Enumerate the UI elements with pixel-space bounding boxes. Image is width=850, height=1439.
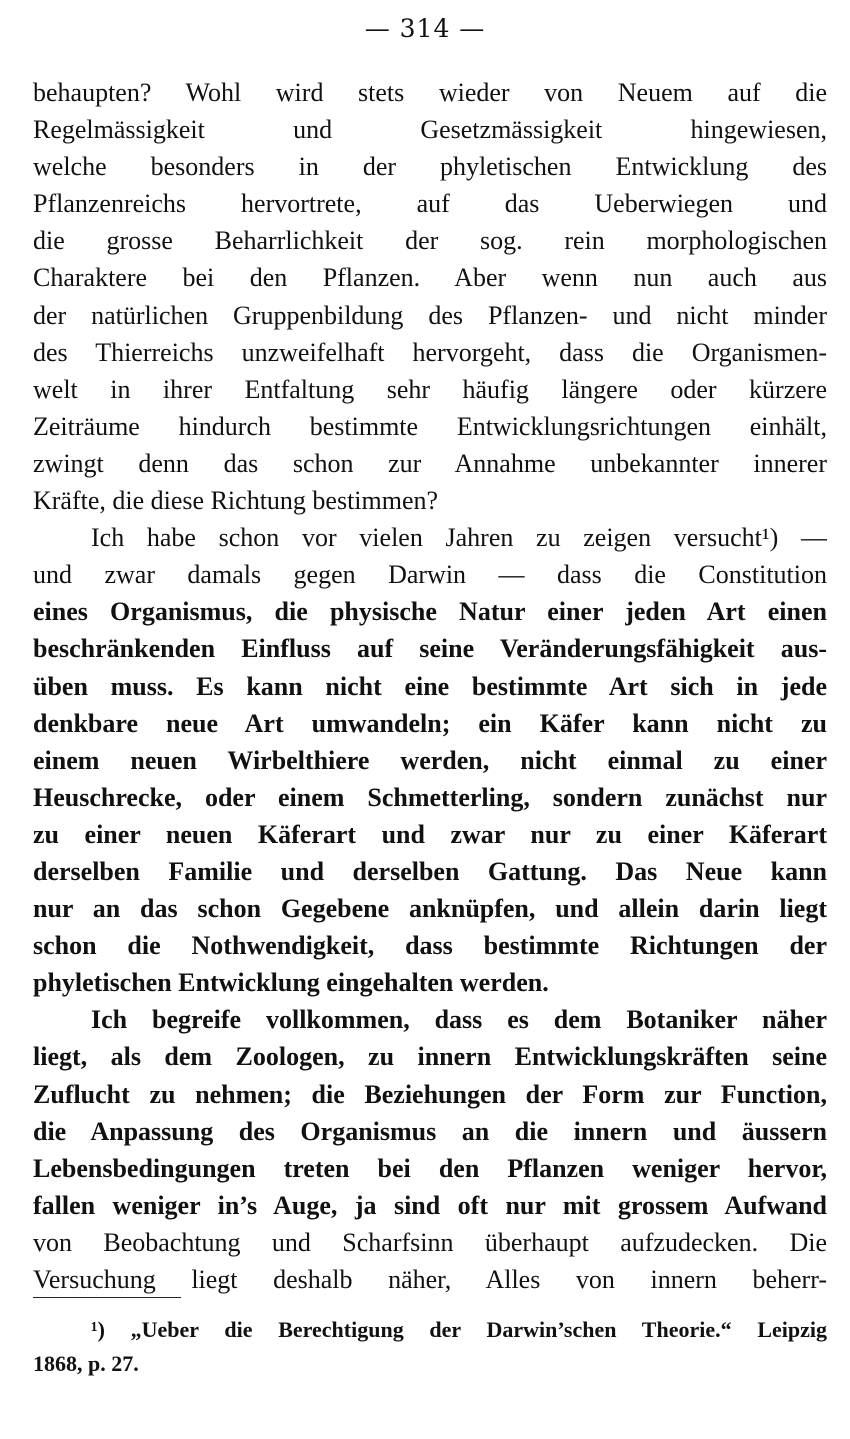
footnote-line: ¹) „Ueber die Berechtigung der Darwin’schen Theorie.“ Leipzig [91,1317,827,1342]
text-line: schon die Nothwendigkeit, dass bestimmte Richtungen der [33,931,827,961]
text-line: die Anpassung des Organismus an die innern und äussern [33,1116,827,1146]
footnote-divider [33,1297,181,1298]
text-line: phyletischen Entwicklung eingehalten werden. [33,968,549,998]
paragraph-start-line: Ich habe schon vor vielen Jahren zu zeigen versucht¹) — [91,523,827,553]
text-line: von Beobachtung und Scharfsinn überhaupt aufzudecken. Die [33,1227,827,1257]
text-line: behaupten? Wohl wird stets wieder von Neuem auf die [33,78,827,107]
text-line: derselben Familie und derselben Gattung. Das Neue kann [33,856,827,886]
text-line: fallen weniger in’s Auge, ja sind oft nur mit grossem Aufwand [33,1190,827,1220]
page-number: — 314 — [364,14,486,43]
text-line: zu einer neuen Käferart und zwar nur zu einer Käferart [33,819,827,849]
text-line: des Thierreichs unzweifelhaft hervorgeht, dass die Organismen- [33,337,827,367]
text-line: denkbare neue Art umwandeln; ein Käfer kann nicht zu [33,708,827,738]
text-line: Regelmässigkeit und Gesetzmässigkeit hingewiesen, [33,115,827,145]
text-line: einem neuen Wirbelthiere werden, nicht einmal zu einer [33,745,827,775]
footnote-line: 1868, p. 27. [33,1351,139,1376]
text-line: Pflanzenreichs hervortrete, auf das Ueberwiegen und [33,189,827,219]
text-line: Kräfte, die diese Richtung bestimmen? [33,486,439,516]
text-line: nur an das schon Gegebene anknüpfen, und allein darin liegt [33,894,827,924]
text-line: Zeiträume hindurch bestimmte Entwicklungsrichtungen einhält, [33,411,827,441]
text-line: Charaktere bei den Pflanzen. Aber wenn nun auch aus [33,263,827,293]
text-line: beschränkenden Einfluss auf seine Veränderungsfähigkeit aus- [33,634,827,664]
text-line: der natürlichen Gruppenbildung des Pflanzen- und nicht minder [33,300,827,330]
footnote [33,1313,827,1381]
text-line: und zwar damals gegen Darwin — dass die Constitution [33,560,827,590]
text-line: liegt, als dem Zoologen, zu innern Entwicklungskräften seine [33,1042,827,1072]
text-line: die grosse Beharrlichkeit der sog. rein morphologischen [33,226,827,256]
text-line: Zuflucht zu nehmen; die Beziehungen der Form zur Function, [33,1079,827,1109]
text-line: Versuchung liegt deshalb näher, Alles von innern beherr- [33,1265,827,1294]
paragraph-start-line: Ich begreife vollkommen, dass es dem Botaniker näher [91,1005,827,1035]
text-line: Lebensbedingungen treten bei den Pflanzen weniger hervor, [33,1153,827,1183]
text-line: welche besonders in der phyletischen Entwicklung des [33,152,827,182]
text-line: zwingt denn das schon zur Annahme unbekannter innerer [33,448,827,478]
text-line: eines Organismus, die physische Natur einer jeden Art einen [33,597,827,627]
text-line: Heuschrecke, oder einem Schmetterling, sondern zunächst nur [33,782,827,812]
body-text [33,74,827,1298]
text-line: üben muss. Es kann nicht eine bestimmte Art sich in jede [33,671,827,701]
text-line: welt in ihrer Entfaltung sehr häufig längere oder kürzere [33,374,827,404]
